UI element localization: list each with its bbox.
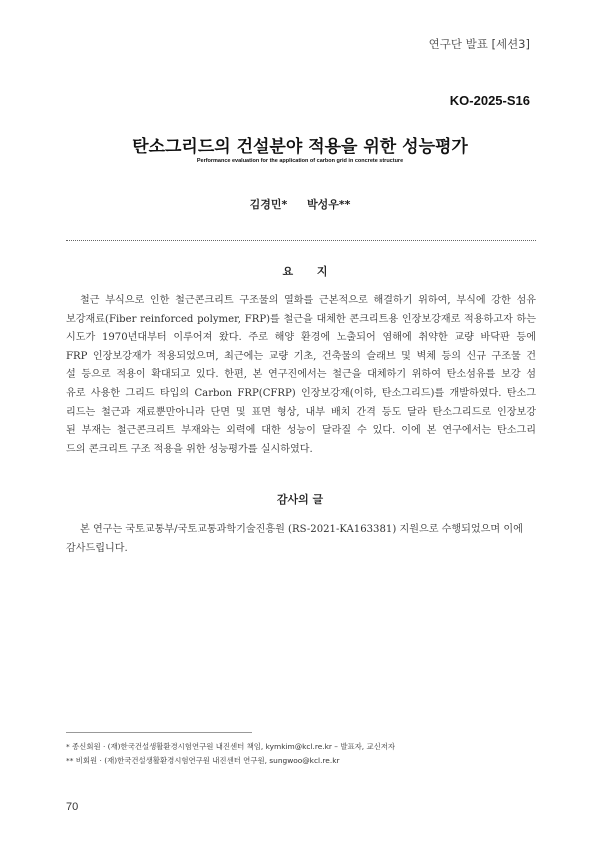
- abstract-line: 된 부재는 철근콘크리트 부재와는 외력에 대한 성능이 달라질 수 있다. 이에 본 연구에서는 탄소그리: [66, 425, 536, 437]
- abstract-line: 보강재료(Fiber reinforced polymer, FRP)를 철근을 대체한 콘크리트용 인장보강재로 적용하고자 하는: [66, 313, 536, 325]
- acknowledgement-heading: 감사의 글: [276, 493, 324, 506]
- korean-title: 탄소그리드의 건설분야 적용을 위한 성능평가: [132, 137, 468, 157]
- abstract-line: 설 등으로 적용이 확대되고 있다. 한편, 본 연구진에서는 철근을 대체하기 위하여 탄소섬유를 보강 섬: [66, 369, 536, 381]
- abstract-line: 시도가 1970년대부터 이루어져 왔다. 주로 해양 환경에 노출되어 염해에 취약한 교량 바닥판 등에: [66, 332, 536, 344]
- abstract-line: 철근 부식으로 인한 철근콘크리트 구조물의 열화를 근본적으로 해결하기 위하여, 부식에 강한 섬유: [80, 295, 536, 306]
- footnote-1: * 종신회원 · (재)한국건설생활환경시험연구원 내진센터 책임, kymkim@kcl.re.kr – 발표자, 교신저자: [66, 742, 396, 751]
- section-divider: [66, 240, 536, 241]
- session-label: 연구단 발표 [세션3]: [428, 37, 530, 51]
- footnote-rule: [66, 732, 252, 733]
- paper-code: KO-2025-S16: [449, 93, 530, 108]
- abstract-body: [66, 292, 536, 459]
- abstract-line: 유로 사용한 그리드 타입의 Carbon FRP(CFRP) 인장보강재(이하, 탄소그리드)를 개발하였다. 탄소그: [66, 387, 536, 399]
- abstract-line: 리드는 철근과 재료뿐만아니라 단면 및 표면 형상, 내부 배치 간격 등도 달라 탄소그리드로 인장보강: [66, 406, 536, 418]
- acknowledgement-line: 감사드립니다.: [66, 542, 128, 554]
- acknowledgement-body: [66, 521, 536, 558]
- english-title: Performance evaluation for the application of carbon grid in concrete structure: [196, 158, 404, 164]
- abstract-line: FRP 인장보강재가 적용되었으며, 최근에는 교량 기초, 건축물의 슬래브 및 벽체 등의 신규 구조물 건: [66, 350, 536, 362]
- author-2: 박성우**: [307, 198, 351, 211]
- author-1: 김경민*: [249, 198, 288, 211]
- footnote-2: ** 비회원 · (재)한국건설생활환경시험연구원 내진센터 연구원, sungwoo@kcl.re.kr: [66, 756, 340, 765]
- page-number: 70: [66, 801, 79, 813]
- acknowledgement-line: 본 연구는 국토교통부/국토교통과학기술진흥원 (RS-2021-KA163381) 지원으로 수행되었으며 이에: [80, 524, 523, 535]
- abstract-line: 드의 콘크리트 구조 적용을 위한 성능평가를 실시하였다.: [66, 443, 313, 455]
- author-list: [0, 196, 600, 212]
- abstract-heading: 요 지: [282, 265, 338, 278]
